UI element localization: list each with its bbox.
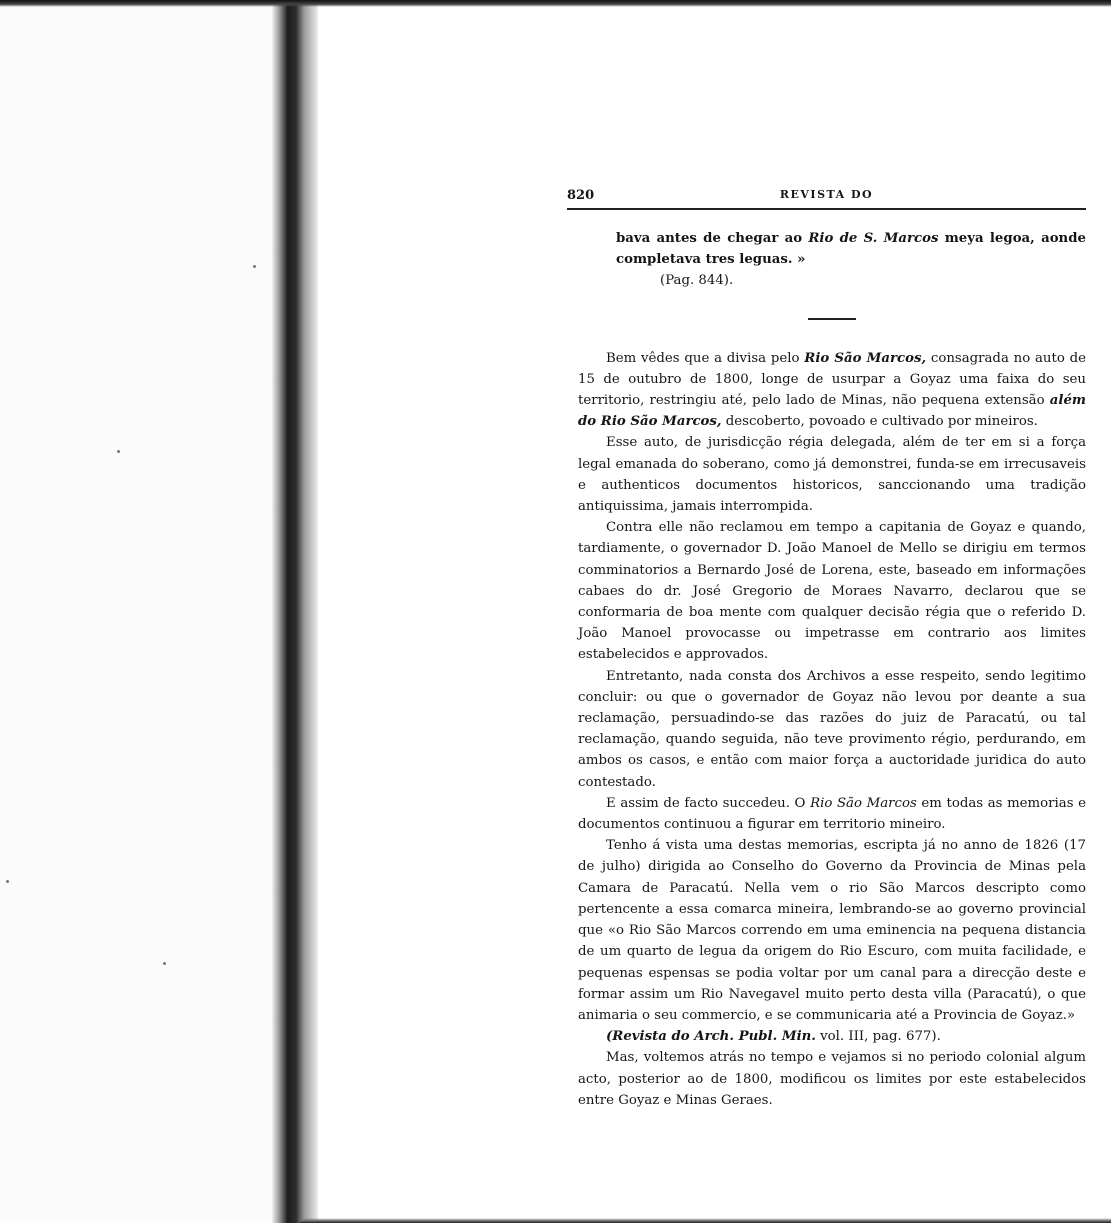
paper-speck <box>253 265 256 268</box>
paragraph-8: Mas, voltemos atrás no tempo e vejamos si no periodo colonial algum acto, posterior ao de 1800, modificou os limites por este estabelecidos entre Goyaz e Minas Geraes. <box>578 1050 1086 1108</box>
paper-speck <box>117 450 120 453</box>
paragraph-1: Bem vêdes que a divisa pelo Rio São Marcos, consagrada no auto de 15 de outubro de 1800, longe de usurpar a Goyaz uma faixa do seu territorio, restringiu até, pelo lado de Minas, não pequena extensão além do Rio São Marcos, descoberto, povoado e cultivado por mineiros. <box>578 350 1086 430</box>
paper-speck <box>163 962 166 965</box>
header-rule <box>567 208 1086 210</box>
quote-citation: (Pag. 844). <box>660 273 734 289</box>
section-separator <box>808 318 856 320</box>
scan-bottom-edge <box>300 1218 1111 1223</box>
paragraph-4: Entretanto, nada consta dos Archivos a esse respeito, sendo legitimo concluir: ou que o governador de Goyaz não levou por deante a sua reclamação, persuadindo-se das razões do juiz de Paracatú, ou tal reclamação, quando seguida, não teve provimento régio, perdurando, em ambos os casos, e então com maior força a auctoridade juridica do auto contestado. <box>578 668 1086 790</box>
paragraph-2: Esse auto, de jurisdicção régia delegada, além de ter em si a força legal emanada do soberano, como já demonstrei, funda-se em irrecusaveis e authenticos documentos historicos, sanccionando uma tradição antiquissima, jamais interrompida. <box>578 435 1086 515</box>
page-body <box>578 228 1086 1111</box>
paragraph-6: Tenho á vista uma destas memorias, escripta já no anno de 1826 (17 de julho) dirigida ao Conselho do Governo da Provincia de Minas pela Camara de Paracatú. Nella vem o rio São Marcos descripto como pertencente a essa comarca mineira, lembrando-se ao governo provincial que «o Rio São Marcos correndo em uma eminencia na pequena distancia de um quarto de legua da origem do Rio Escuro, com muita facilidade, e pequenas espensas se podia voltar por um canal para a direcção deste e formar assim um Rio Navegavel muito perto desta villa (Paracatú), o que animaria o seu commercio, e se communicaria até a Provincia de Goyaz.» <box>578 838 1086 1023</box>
quoted-passage <box>578 228 1086 292</box>
paragraph-3: Contra elle não reclamou em tempo a capitania de Goyaz e quando, tardiamente, o governador D. João Manoel de Mello se dirigiu em termos comminatorios a Bernardo José de Lorena, este, baseado em informações cabaes do dr. José Gregorio de Moraes Navarro, declarou que se conformaria de boa mente com qualquer decisão régia que o referido D. João Manoel provocasse ou impetrasse em contrario aos limites estabelecidos e approvados. <box>578 520 1086 663</box>
page-number: 820 <box>567 188 595 203</box>
paper-speck <box>6 880 9 883</box>
body-text <box>578 348 1086 1111</box>
left-blank-page <box>0 0 282 1223</box>
page-header <box>567 188 1086 206</box>
book-binding-gutter <box>272 0 318 1223</box>
scan-top-edge <box>0 0 1111 7</box>
running-title: REVISTA DO <box>779 188 874 201</box>
paragraph-5: E assim de facto succedeu. O Rio São Marcos em todas as memorias e documentos continuou a figurar em territorio mineiro. <box>578 795 1086 833</box>
quote-text: bava antes de chegar ao Rio de S. Marcos meya legoa, aonde completava tres leguas. » <box>616 231 1086 268</box>
paragraph-7-citation: (Revista do Arch. Publ. Min. vol. III, pag. 677). <box>606 1029 941 1045</box>
